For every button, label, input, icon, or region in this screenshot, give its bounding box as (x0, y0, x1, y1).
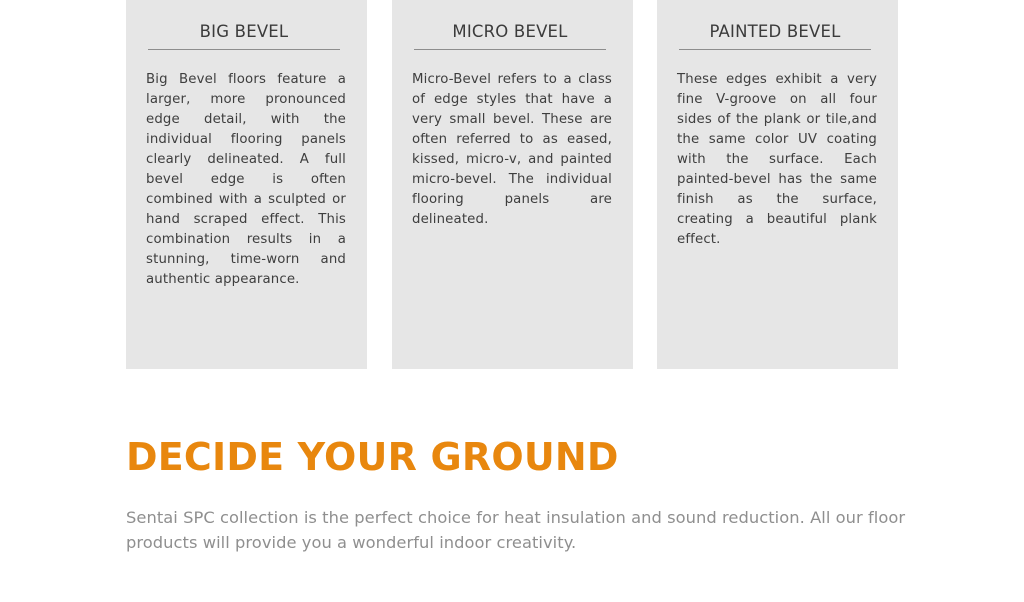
card-title: MICRO BEVEL (452, 22, 568, 41)
card-description: These edges exhibit a very fine V-groove on all four sides of the plank or tile,and the same color UV coating with the surface. Each painted-bevel has the same finish as the surface, creating a beautiful plank effect. (677, 72, 877, 247)
card-description: Micro-Bevel refers to a class of edge styles that have a very small bevel. These are often referred to as eased, kissed, micro-v, and painted micro-bevel. The individual flooring panels are delineated. (412, 72, 612, 227)
section-description: Sentai SPC collection is the perfect choice for heat insulation and sound reduction. All our floor products will provide you a wonderful indoor creativity. (126, 508, 906, 552)
card-divider (148, 49, 340, 50)
card-description: Big Bevel floors feature a larger, more pronounced edge detail, with the individual flooring panels clearly delineated. A full bevel edge is often combined with a sculpted or hand scraped effect. This combination results in a stunning, time-worn and authentic appearance. (146, 72, 346, 287)
card-big-bevel (126, 0, 367, 369)
card-micro-bevel (392, 0, 633, 369)
card-title: BIG BEVEL (199, 22, 289, 41)
bevel-cards (126, 0, 899, 369)
card-divider (679, 49, 871, 50)
section-heading: DECIDE YOUR GROUND (126, 435, 619, 479)
card-title: PAINTED BEVEL (709, 22, 841, 41)
card-painted-bevel (657, 0, 898, 369)
card-divider (414, 49, 606, 50)
